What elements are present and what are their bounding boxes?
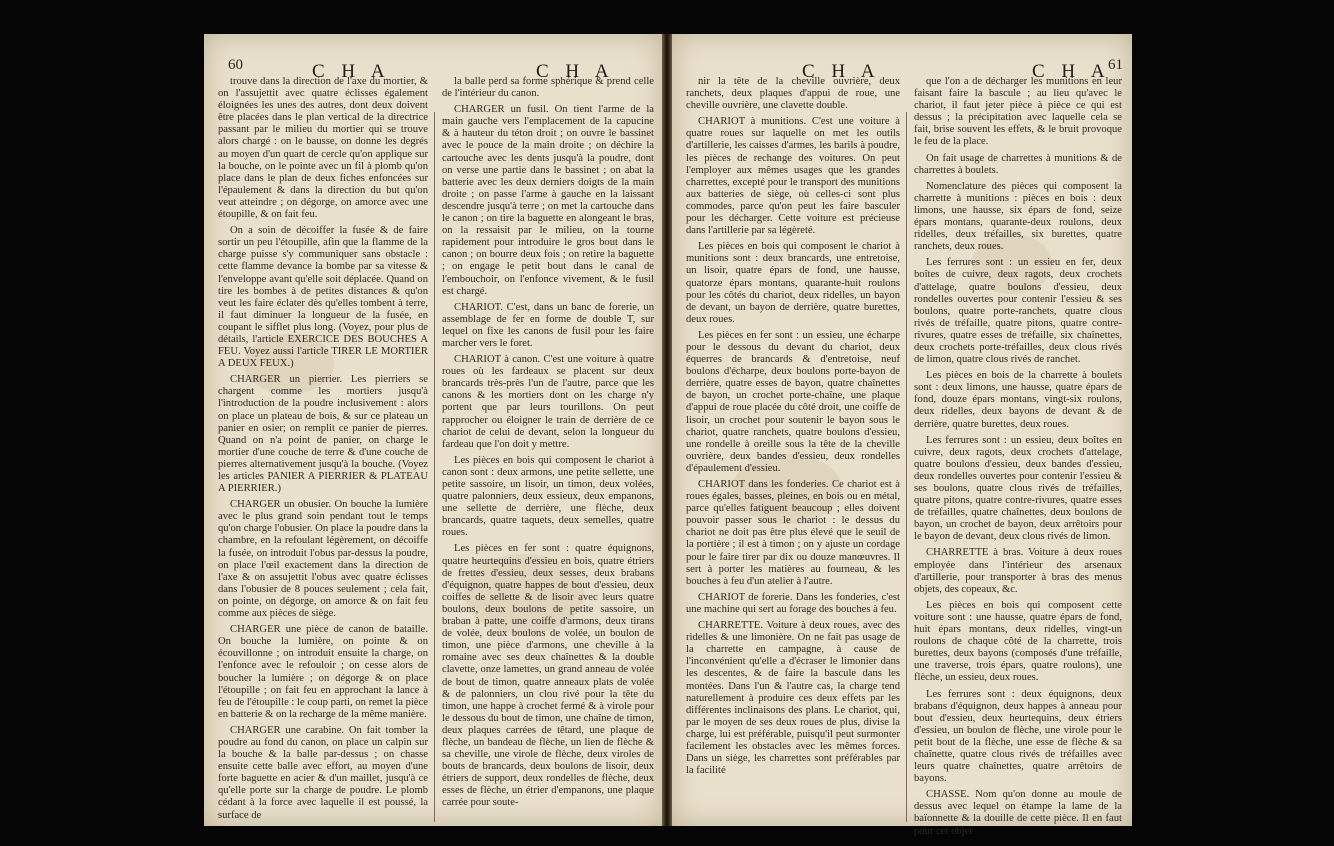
column-2 [442,76,654,814]
running-head-left-b: C H A [536,61,615,82]
paragraph: CHARGER une pièce de canon de bataille. On bouche la lumière, on pointe & on écouvillonne ; on introduit ensuite la charge, on l'enfonce avec le refouloir ; on cesse alors de boucher la lumière ; on dégorge & on place l'étoupille ; on fait feu en approchant la lance à feu de l'étoupille : le coup parti, on remet la pièce en batterie & on la recharge de la même manière. [218,624,428,720]
page-number-left: 60 [228,57,243,73]
column-4 [914,76,1122,842]
paragraph: CHARIOT. C'est, dans un banc de forerie, un assemblage de fer en forme de double T, sur lequel on fixe les canons de fusil pour les faire marcher vers le foret. [442,301,654,349]
book-gutter [662,34,672,826]
page-number-right: 61 [1108,57,1123,73]
paragraph: CHARIOT de forerie. Dans les fonderies, c'est une machine qui sert au forage des bouches à feu. [686,591,900,615]
paragraph: CHARIOT à canon. C'est une voiture à quatre roues où les fardeaux se placent sur deux brancards très-près l'un de l'autre, parce que les canons & les mortiers dont on les charge n'y portent que par leurs tourillons. On peut rapprocher ou éloigner le train de derrière de ce chariot de celui de devant, selon la longueur du fardeau que l'on doit y mettre. [442,354,654,450]
running-head-right-a: C H A [802,61,881,82]
paragraph: CHARGER un fusil. On tient l'arme de la main gauche vers l'emplacement de la capucine & à hauteur du téton droit ; on ouvre le bassinet avec le pouce de la main droite ; on déchire la cartouche avec les dents jusqu'à la poudre, dont on verse une partie dans le bassinet ; on abat la batterie avec les deux derniers doigts de la main droite ; on passe l'arme à gauche en la laissant descendre jusqu'à terre ; on met la cartouche dans le canon ; on tire la baguette en alongeant le bras, on la ressaisit par le milieu, on la tourne rapidement pour introduire le gros bout dans le canon ; on bourre deux fois ; on retire la baguette ; on engage le petit bout dans le canal de l'embouchoir, on l'enfonce vivement, & le fusil est chargé. [442,104,654,297]
paragraph: CHARIOT dans les fonderies. Ce chariot est à roues égales, basses, pleines, en bois ou en métal, parce qu'elles fatiguent beaucoup ; elles doivent pouvoir passer sous le chariot : le dessus du chariot ne doit pas être plus élevé que le seuil de la portière ; il est à timon ; on y ajuste un cordage pour le faire tirer par dix ou douze manœuvres. Il sert à porter les matières au fourneau, & les bouches à feu d'un atelier à l'autre. [686,479,900,587]
paragraph: On fait usage de charrettes à munitions & de charrettes à boulets. [914,152,1122,176]
paragraph: Les ferrures sont : un essieu, deux boîtes en cuivre, deux ragots, deux crochets d'attelage, quatre boulons d'essieu, deux bandes d'essieu, deux rondelles ouvertes pour contenir l'essieu & ses boulons, quatre clous rivés de tréfailles, quatre pitons, quatre contre-rivures, quatre esses de tréfailles, quatre chaînettes, deux boulons de bayon, un crochet de bayon, deux arrêtoirs pour le bayon de devant, deux clous rivés de limon. [914,434,1122,543]
running-head-right-b: C H A [1032,61,1111,82]
paragraph: la balle perd sa forme sphérique & prend celle de l'intérieur du canon. [442,76,654,100]
paragraph: CHARGER une carabine. On fait tomber la poudre au fond du canon, on place un calpin sur la bouche & la balle par-dessus ; on chasse ensuite cette balle avec effort, au moyen d'une forte baguette en acier & d'un maillet, jusqu'à ce qu'elle porte sur la charge de poudre. Le plomb cédant à la force avec laquelle il est poussé, la surface de [218,724,428,821]
paragraph: Les pièces en fer sont : un essieu, une écharpe pour le dessous du devant du chariot, deux équerres de brancards & d'entretoise, neuf boulons d'écharpe, deux boulons porte-bayon de derrière, quatre esses de bayon, quatre chaînettes de bayon, un crochet porte-chaîne, une plaque d'appui de roue placée du côté droit, une coiffe de lisoir, un crochet pour soutenir le bayon sous le chariot, quatre ranchets, quatre boulons d'essieu, une rondelle à oreille sous la tête de la cheville ouvrière, deux bandes d'essieu, deux rondelles d'épaulement d'essieu. [686,329,900,474]
column-rule [906,112,907,822]
column-3 [686,76,900,781]
paragraph: trouve dans la direction de l'axe du mortier, & on l'assujettit avec quatre éclisses également éloignées les unes des autres, dont deux doivent être placées dans le plan vertical de la directrice passant par le milieu du mortier qui se trouve alors chargé : on le bausse, on donne les degrés au moyen d'un quart de cercle qu'on applique sur la bouche, on le pointe avec un fil à plomb qu'on place dans le plan de deux fiches enfoncées sur l'épaulement & dans la direction du but qu'on veut atteindre ; on dégorge, on amorce avec une étoupille, & on fait feu. [218,76,428,221]
paragraph: Les pièces en bois qui composent le chariot à canon sont : deux armons, une petite sellette, une petite sassoire, un lisoir, un timon, deux volées, quatre palonniers, deux essieux, deux empanons, une sellette de derrière, une flèche, deux brancards, quatre taquets, deux semelles, quatre roues. [442,454,654,539]
column-rule [434,112,435,822]
paragraph: Les pièces en bois qui composent le chariot à munitions sont : deux brancards, une entretoise, un lisoir, quatre épars de fond, une hausse, quatorze épars montans, quarante-huit roulons pour les côtés du chariot, deux ridelles, un bayon de devant, un bayon de derrière, quatre burettes, deux roues. [686,241,900,325]
paragraph: Les pièces en bois de la charrette à boulets sont : deux limons, une hausse, quatre épars de fond, douze épars montans, vingt-six roulons, deux ridelles, deux bayons de devant & de derrière, quatre burettes, deux roues. [914,370,1122,430]
paragraph: CHASSE. Nom qu'on donne au moule de dessus avec lequel on étampe la lame de la baïonnette & la douille de cette pièce. Il en faut pour cet objet [914,789,1122,837]
running-head-left-a: C H A [312,61,391,82]
paragraph: On a soin de décoiffer la fusée & de faire sortir un peu l'étoupille, afin que la flamme de la charge puisse s'y communiquer sans obstacle : cette flamme devance la bombe par sa vitesse & l'enveloppe avant qu'elle soit déplacée. Quand on tire les bombes à de petites distances & qu'on veut les faire éclater dès qu'elles tombent à terre, il faut diminuer la longueur de la fusée, en coupant le sifflet plus long. (Voyez, pour plus de détails, l'article EXERCICE DES BOUCHES A FEU. Voyez aussi l'article TIRER LE MORTIER A DEUX FEUX.) [218,225,428,370]
paragraph: Nomenclature des pièces qui composent la charrette à munitions : pièces en bois : deux limons, une hausse, six épars de fond, seize épars montans, quarante-deux roulons, deux ridelles, deux tréfailles, six burettes, quatre ranchets, deux roues. [914,180,1122,253]
left-page [204,34,662,826]
paragraph: Les pièces en fer sont : quatre équignons, quatre heurtequins d'essieu en bois, quatre étriers de frettes d'essieu, deux sesses, deux brabans d'équignon, quatre happes de bout d'essieu, deux coiffes de sellette & de lisoir avec leurs quatre boulons, deux boulons de petite sassoire, un braban à patte, une coiffe d'armons, deux tirans de volée, deux boulons de volée, un boulon de timon, une pièce d'armons, une cheville à la romaine avec ses deux chaînettes & la double clavette, onze lamettes, un grand anneau de volée de bout de timon, quatre anneaux plats de volée & de palonniers, un clou rivé pour la tête du timon, une happe à crochet fermé & à virole pour le dessous du bout de timon, une chaîne de timon, deux plaques carrées de têtard, une plaque de flèche, un bandeau de flèche, un lien de flèche & sa cheville, une virole de flèche, deux viroles de bouts de brancards, deux boulons de lisoir, deux étriers de support, deux rondelles de flèche, deux esses de flèche, un étrier d'empanons, une plaque carrée pour soute- [442,543,654,809]
paragraph: CHARIOT à munitions. C'est une voiture à quatre roues sur laquelle on met les outils d'artillerie, les caisses d'armes, les barils à poudre, les pièces de rechange des voitures. On peut l'employer aux mêmes usages que les grandes charrettes, excepté pour le transport des munitions aux batteries de siège, où celles-ci sont plus commodes, parce qu'on peut les faire basculer pour les décharger. Cette voiture est précieuse dans l'artillerie par sa légèreté. [686,116,900,237]
paragraph: nir la tête de la cheville ouvrière, deux ranchets, deux plaques d'appui de roue, une cheville ouvrière, une clavette double. [686,76,900,112]
paragraph: Les pièces en bois qui composent cette voiture sont : une hausse, quatre épars de fond, huit épars montans, deux ridelles, vingt-un roulons de chaque côté de la charrette, trois burettes, deux bayons (composés d'une tréfaille, une traverse, trois épars, quatre roulons), une flèche, un essieu, deux roues. [914,599,1122,684]
paragraph: CHARRETTE à bras. Voiture à deux roues employée dans l'intérieur des arsenaux d'artillerie, pour transporter à bras des menus objets, des copeaux, &c. [914,547,1122,595]
paragraph: CHARGER un pierrier. Les pierriers se chargent comme les mortiers jusqu'à l'introduction de la poudre inclusivement : alors on place un plateau de bois, & sur ce plateau un panier en osier; on remplit ce panier de pierres. Quand on n'a point de panier, on charge le mortier d'une couche de terre & d'une couche de pierres alternativement jusqu'à la bouche. (Voyez les articles PANIER A PIERRIER & PLATEAU A PIERRIER.) [218,374,428,495]
paragraph: Les ferrures sont : un essieu en fer, deux boîtes de cuivre, deux ragots, deux crochets d'attelage, quatre boulons d'essieu, deux rondelles ouvertes pour contenir l'essieu & ses boulons, quatre porte-ranchets, quatre clous rivés de tréfaille, quatre pitons, quatre contre-rivures, quatre esses de tréfaille, six chaînettes, deux crochets porte-tréfailles, deux clous rivés de limon, quatre clous rivés de ranchet. [914,257,1122,366]
paragraph: Les ferrures sont : deux équignons, deux brabans d'équignon, deux happes à anneau pour bout d'essieu, deux heurtequins, deux étriers d'essieu, un boulon de flèche, une virole pour le petit bout de la flèche, une esse de flèche & sa chaînette, quatre clous rivés de tréfailles avec leurs quatre chaînettes, quatre arrêtoirs de bayons. [914,688,1122,785]
paragraph: CHARGER un obusier. On bouche la lumière avec le plus grand soin pendant tout le temps qu'on charge l'obusier. On place la poudre dans la chambre, en la refoulant légèrement, on décoiffe la fusée, on introduit l'obus par-dessus la poudre, on place l'œil exactement dans la direction de l'axe & on assujettit l'obus avec quatre éclisses dans l'obusier de 8 pouces seulement ; cela fait, on pointe, on dégorge, on amorce & on fait feu comme aux pièces de siège. [218,499,428,620]
column-1 [218,76,428,826]
paragraph: CHARRETTE. Voiture à deux roues, avec des ridelles & une limonière. On ne fait pas usage de la charrette en campagne, à cause de l'inconvénient qu'elle a d'écraser le limonier dans les descentes, & de faire la bascule dans les montées. Dans l'un & l'autre cas, la charge tend naturellement à produire ces deux effets par les différentes inclinaisons des plans. Le chariot, qui, par le moyen de ses deux roues de plus, divise la charge, lui est préférable, puisqu'il peut surmonter facilement les obstacles avec les mêmes forces. Dans un siège, les charrettes sont préférables par la facilité [686,620,900,777]
paragraph: que l'on a de décharger les munitions en leur faisant faire la bascule ; au lieu qu'avec le chariot, il faut jeter pièce à pièce ce qui est dessus ; la précipitation avec laquelle cela se fait, brise souvent les effets, & le bruit provoque le feu de la place. [914,76,1122,148]
right-page [672,34,1132,837]
